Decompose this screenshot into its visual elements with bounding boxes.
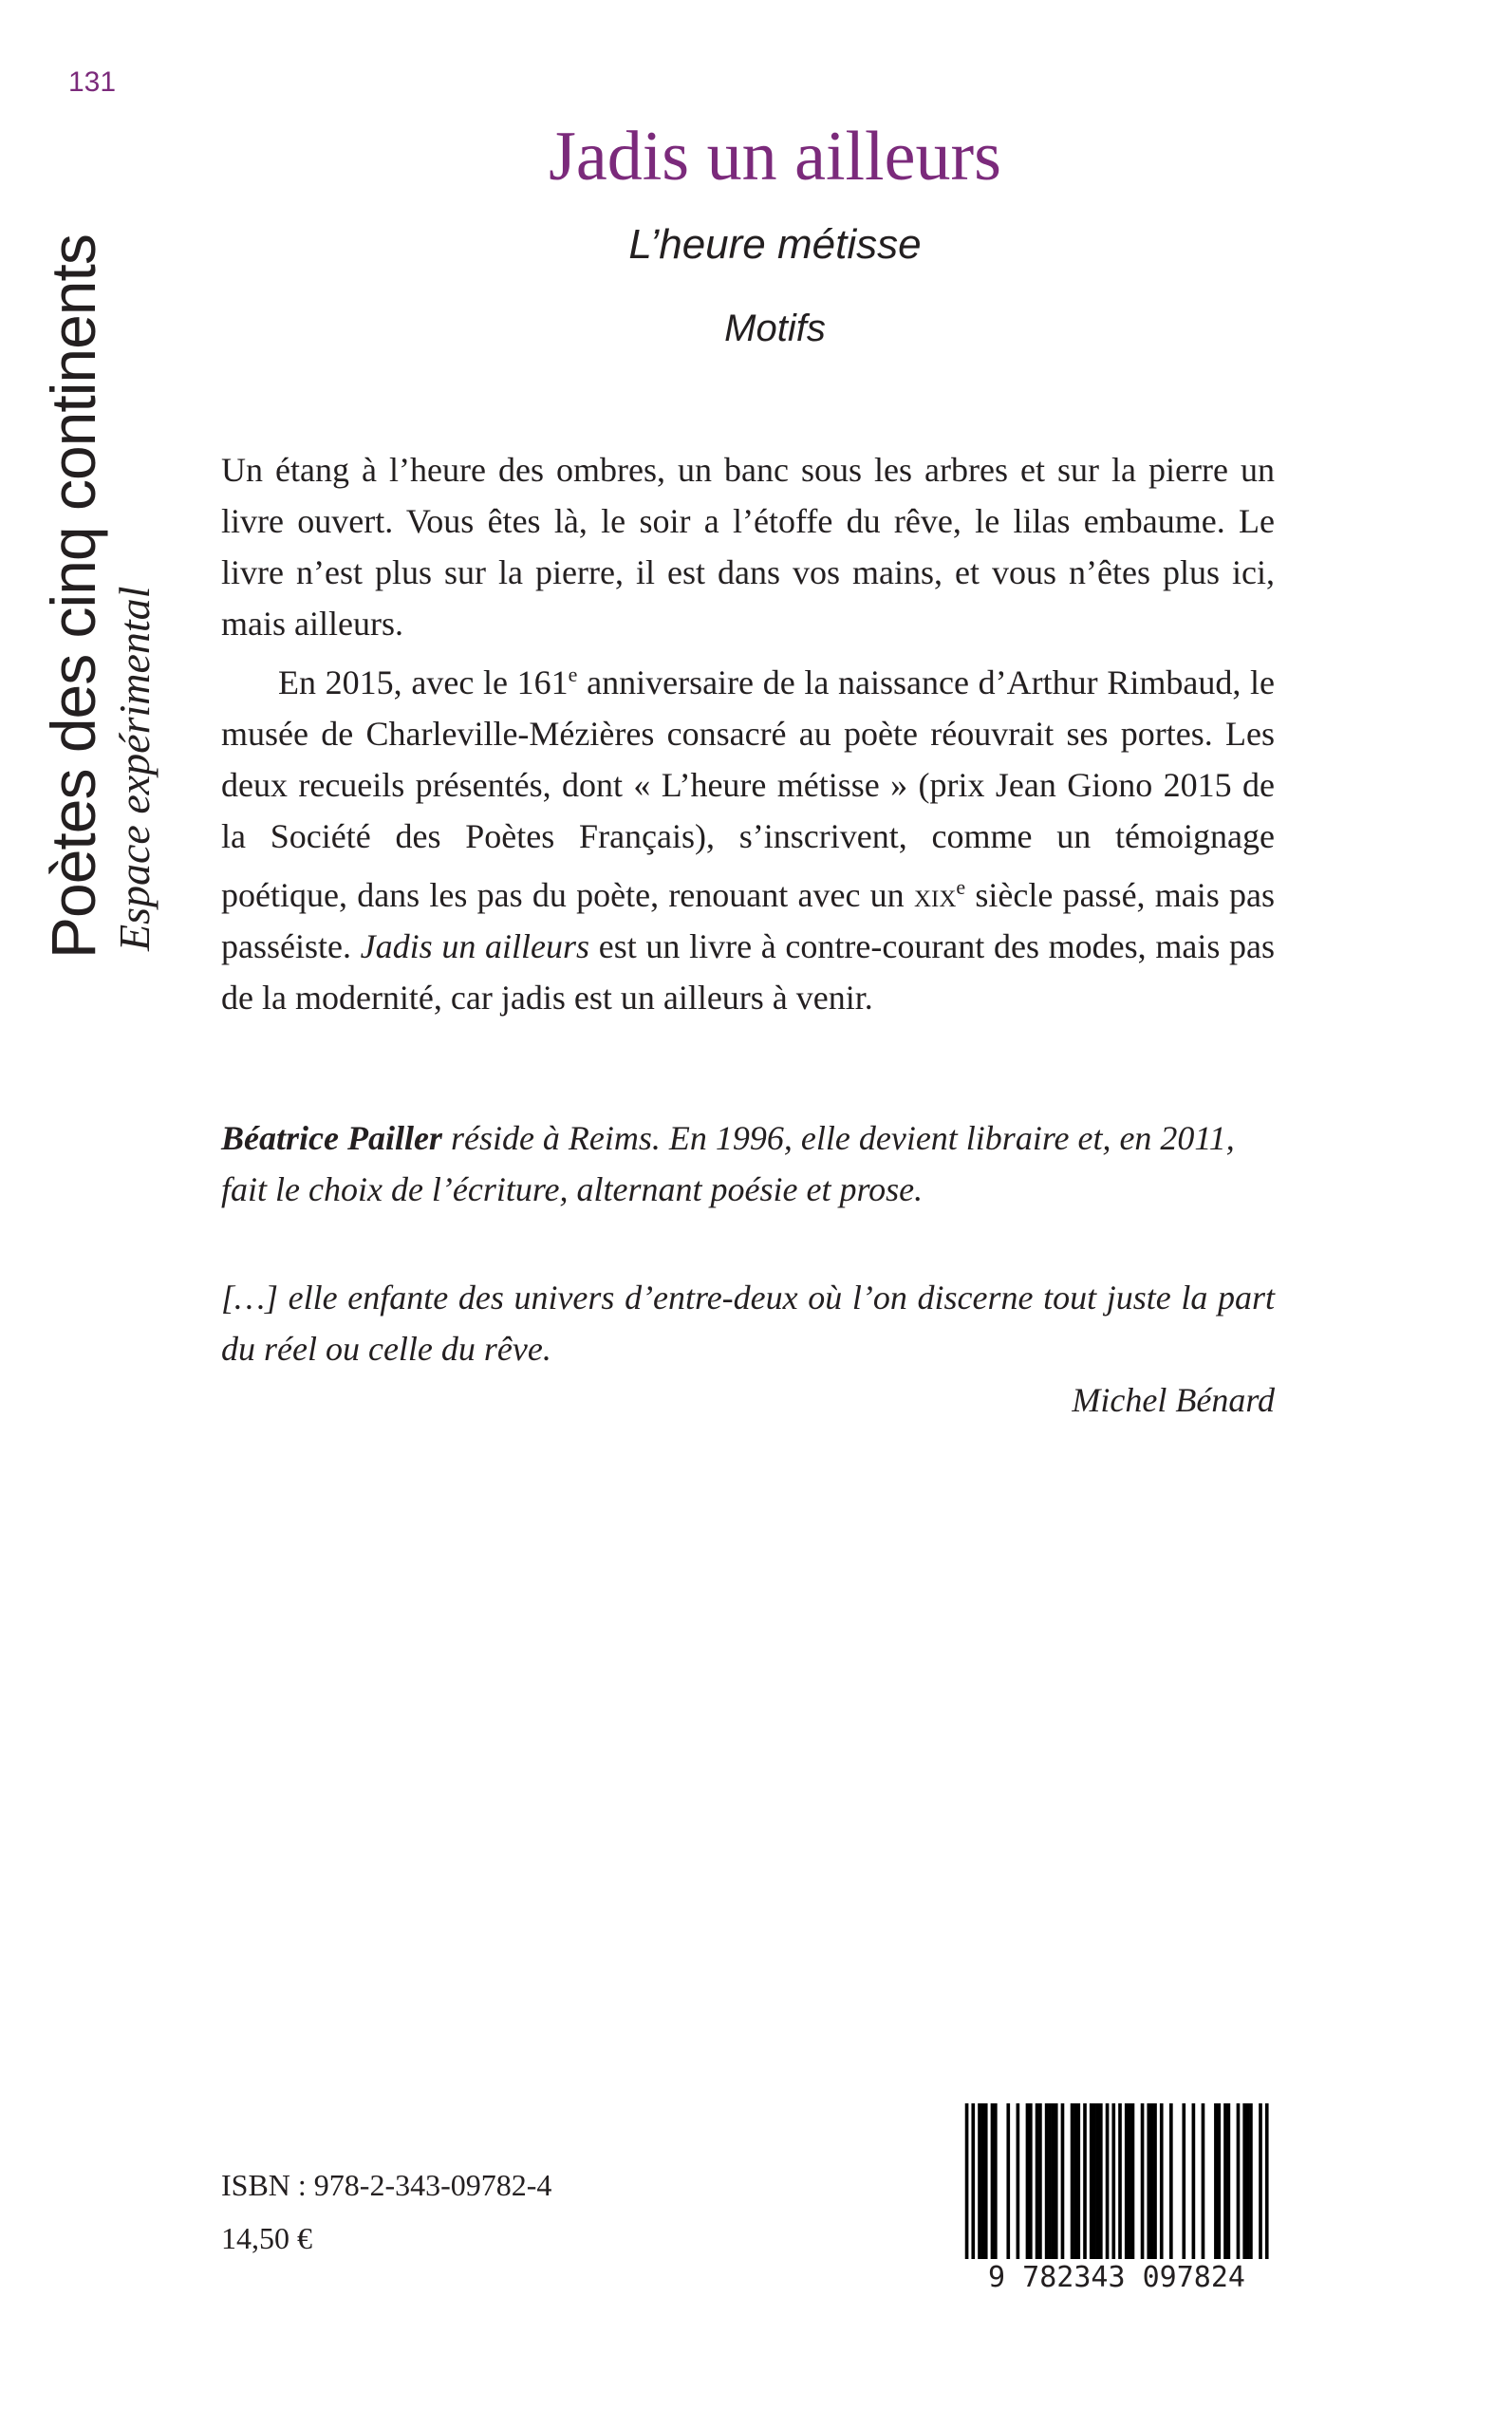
series-title: Poètes des cinq continents [38, 234, 108, 959]
barcode-bars [959, 2103, 1275, 2259]
quote-text: […] elle enfante des univers d’entre-deux où l’on discerne tout juste la part du réel ou celle du rêve. [221, 1279, 1275, 1368]
barcode-bar [1147, 2103, 1150, 2259]
text-run: siècle passé, mais pas passéiste. [221, 876, 1276, 965]
barcode-bar [978, 2103, 981, 2259]
barcode-bar [1131, 2103, 1135, 2259]
barcode-bar [1092, 2103, 1096, 2259]
barcode-bar [1237, 2103, 1241, 2259]
barcode-bar [1083, 2103, 1087, 2259]
barcode-bar [1090, 2103, 1093, 2259]
barcode-bar [1048, 2103, 1052, 2259]
series-number: 131 [68, 66, 117, 98]
barcode-bar [1006, 2103, 1010, 2259]
barcode-bar [1026, 2103, 1030, 2259]
isbn: ISBN : 978-2-343-09782-4 [221, 2168, 552, 2202]
text-run: anniversaire de la naissance d’Arthur Rimbaud, le musée de Charleville-Mézières consacré au poète réouvrait ses portes. Les deux recueils présentés, dont « L’heure métisse » (prix Jean Giono 2015 de la Société des Poètes Français), s’inscrivent, comme un témoignage poétique, dans les pas du poète, renouant avec un [221, 663, 1275, 914]
description-paragraph-2 [221, 649, 1275, 1023]
barcode-bar [1106, 2103, 1110, 2259]
book-title-inline: Jadis un ailleurs [360, 927, 590, 965]
text-run: est un livre à contre-courant des modes, mais pas de la modernité, car jadis est un ailleurs à venir. [221, 927, 1275, 1017]
description-paragraph-1: Un étang à l’heure des ombres, un banc sous les arbres et sur la pierre un livre ouvert. Vous êtes là, le soir a l’étoffe du rêve, le lilas embaume. Le livre n’est plus sur la pierre, il est dans vos mains, et vous n’êtes plus ici, mais ailleurs. [221, 451, 1275, 643]
barcode-bar [984, 2103, 988, 2259]
barcode-bar [1111, 2103, 1115, 2259]
barcode-bar [1125, 2103, 1129, 2259]
barcode-bar [1061, 2103, 1065, 2259]
barcode-bar [1029, 2103, 1033, 2259]
barcode-bar [1153, 2103, 1157, 2259]
barcode-bar [994, 2103, 998, 2259]
barcode-bar [1045, 2103, 1049, 2259]
barcode-bar [1150, 2103, 1154, 2259]
barcode-bar [1202, 2103, 1205, 2259]
barcode-bar [1076, 2103, 1080, 2259]
century-numeral: xix [913, 876, 957, 914]
barcode-bar [1017, 2103, 1020, 2259]
barcode-bar [1223, 2103, 1227, 2259]
barcode-bar [1073, 2103, 1077, 2259]
barcode-bar [1141, 2103, 1145, 2259]
description [221, 444, 1275, 1023]
barcode-bar [1217, 2103, 1221, 2259]
barcode-bar [1055, 2103, 1058, 2259]
barcode [959, 2103, 1275, 2295]
barcode-bar [1052, 2103, 1055, 2259]
barcode-bar [1182, 2103, 1185, 2259]
barcode-bar [1036, 2103, 1039, 2259]
author-bio-text: réside à Reims. En 1996, elle devient libraire et, en 2011, fait le choix de l’écriture, alternant poésie et prose. [221, 1119, 1235, 1208]
barcode-bar [1099, 2103, 1103, 2259]
quote-author: Michel Bénard [1072, 1381, 1275, 1419]
barcode-bar [1096, 2103, 1100, 2259]
barcode-bar [1118, 2103, 1122, 2259]
barcode-bar [981, 2103, 985, 2259]
barcode-bar [1160, 2103, 1164, 2259]
barcode-bar [1038, 2103, 1042, 2259]
collection-name: Motifs [724, 308, 826, 349]
price: 14,50 € [221, 2221, 312, 2255]
superscript: e [956, 875, 966, 899]
book-title: Jadis un ailleurs [549, 118, 1001, 196]
barcode-bar [1192, 2103, 1196, 2259]
barcode-bar [1246, 2103, 1250, 2259]
author-bio [221, 1112, 1275, 1215]
barcode-bar [1242, 2103, 1246, 2259]
barcode-bar [991, 2103, 995, 2259]
barcode-bar [1265, 2103, 1269, 2259]
barcode-bar [1227, 2103, 1231, 2259]
author-name: Béatrice Pailler [221, 1119, 442, 1157]
barcode-bar [971, 2103, 975, 2259]
superscript: e [568, 663, 578, 686]
barcode-digits: 9 782343 097824 [988, 2261, 1245, 2294]
barcode-bar [1169, 2103, 1173, 2259]
text-run: En 2015, avec le 161 [278, 663, 569, 701]
barcode-bar [965, 2103, 969, 2259]
barcode-bar [1214, 2103, 1218, 2259]
series-subtitle: Espace expérimental [110, 586, 159, 951]
book-subtitle: L’heure métisse [628, 221, 922, 268]
barcode-bar [1259, 2103, 1262, 2259]
barcode-bar [1071, 2103, 1074, 2259]
barcode-bar [1249, 2103, 1253, 2259]
barcode-bar [1128, 2103, 1131, 2259]
